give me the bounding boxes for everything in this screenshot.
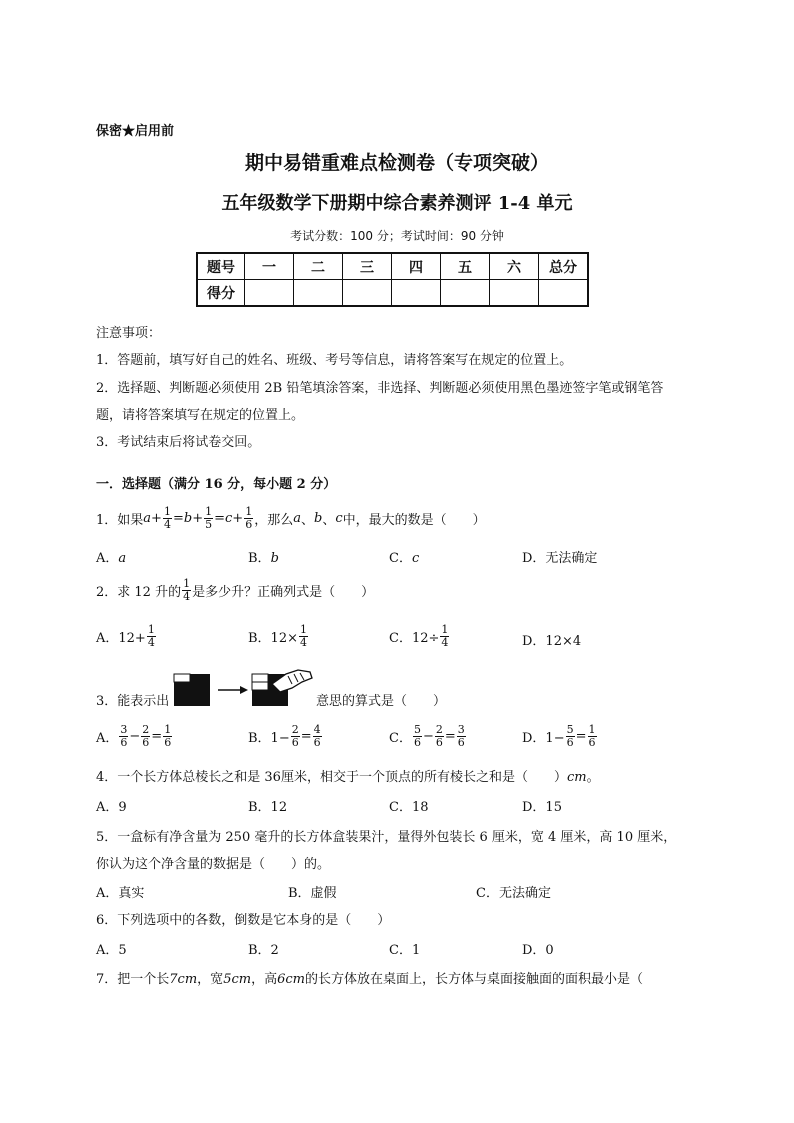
note-item: 2．选择题、判断题必须使用 2B 铅笔填涂答案，非选择、判断题必须使用黑色墨迹签字笔或钢笔答 — [96, 381, 664, 396]
page-title: 期中易错重难点检测卷（专项突破） — [244, 152, 549, 174]
table-cell: 一 — [245, 253, 294, 280]
question-5-line1: 5．一盒标有净含量为 250 毫升的长方体盒装果汁，量得外包装长 6 厘米，宽 4 厘米，高 10 厘米， — [96, 830, 677, 845]
score-table — [196, 252, 589, 307]
option-c[interactable]: C． $\frac{5}{6}$ − $\frac{2}{6}$ = $\frac{3}{6}$ — [389, 723, 465, 749]
table-cell: 得分 — [197, 280, 245, 307]
option-a[interactable]: A．12+ $\frac{1}{4}$ — [96, 623, 155, 649]
q1-text: ，那么 — [254, 513, 294, 528]
table-cell: 五 — [441, 253, 490, 280]
table-cell: 总分 — [539, 253, 589, 280]
var-b: b — [183, 511, 193, 526]
question-1 — [96, 506, 486, 531]
option-a[interactable]: A．9 — [96, 800, 127, 815]
separator: 、 — [300, 513, 314, 528]
option-c[interactable]: C．18 — [389, 800, 429, 815]
option-d[interactable]: D．15 — [522, 800, 562, 815]
fraction: $\frac{1}{4}$ — [183, 577, 191, 603]
q1-prefix: 1．如果 — [96, 513, 144, 528]
option-a[interactable]: A． $\frac{3}{6}$ − $\frac{2}{6}$ = $\frac{1}{6}$ — [96, 723, 172, 749]
var-a: a — [143, 511, 152, 526]
separator: 、 — [322, 513, 336, 528]
option-d[interactable]: D．12×4 — [522, 634, 582, 649]
plus-sign: + — [192, 511, 204, 526]
score-input-cell[interactable] — [392, 280, 441, 307]
option-b[interactable]: B．b — [248, 551, 279, 566]
equals-sign: = — [172, 511, 184, 526]
option-c[interactable]: C．1 — [389, 943, 421, 958]
arrow-icon — [218, 686, 248, 694]
option-c[interactable]: C．12÷ $\frac{1}{4}$ — [389, 623, 449, 649]
q2-text: 是多少升？正确列式是（ ） — [192, 585, 375, 600]
page-subtitle: 五年级数学下册期中综合素养测评 1-4 单元 — [221, 193, 573, 214]
note-item: 3．考试结束后将试卷交回。 — [96, 435, 261, 450]
equals-sign: = — [214, 511, 225, 526]
option-c[interactable]: C．c — [389, 551, 420, 566]
var-c: c — [335, 511, 343, 526]
option-d[interactable]: D．无法确定 — [522, 551, 598, 566]
fraction: $\frac{1}{4}$ — [163, 505, 171, 531]
score-input-cell[interactable] — [294, 280, 343, 307]
note-item: 1．答题前，填写好自己的姓名、班级、考号等信息，请将答案写在规定的位置上。 — [96, 353, 573, 368]
question-2 — [96, 578, 374, 603]
option-a[interactable]: A．5 — [96, 943, 127, 958]
plus-sign: + — [232, 511, 244, 526]
option-d[interactable]: D．1− $\frac{5}{6}$ = $\frac{1}{6}$ — [522, 723, 596, 749]
option-c[interactable]: C．无法确定 — [476, 886, 551, 901]
table-cell: 题号 — [197, 253, 245, 280]
question-7: 7．把一个长7cm，宽5cm，高6cm的长方体放在桌面上，长方体与桌面接触面的面积最小是（ — [96, 972, 643, 987]
q2-prefix: 2．求 12 升的 — [96, 585, 182, 600]
hand-cursor-icon — [268, 664, 316, 696]
score-table-score-row — [197, 280, 588, 307]
score-table-header-row — [197, 253, 588, 280]
rect-figure-before — [174, 674, 210, 706]
table-cell: 四 — [392, 253, 441, 280]
var-b: b — [313, 511, 323, 526]
question-6: 6．下列选项中的各数，倒数是它本身的是（ ） — [96, 913, 391, 928]
option-a[interactable]: A．a — [96, 551, 127, 566]
q3-prefix: 3．能表示出 — [96, 694, 170, 709]
question-4: 4．一个长方体总棱长之和是 36厘米，相交于一个顶点的所有棱长之和是（ ）cm。 — [96, 770, 600, 785]
fraction: $\frac{1}{5}$ — [205, 505, 213, 531]
score-input-cell[interactable] — [245, 280, 294, 307]
option-b[interactable]: B．2 — [248, 943, 279, 958]
fraction: $\frac{1}{6}$ — [245, 505, 253, 531]
option-b[interactable]: B．12× $\frac{1}{4}$ — [248, 623, 307, 649]
table-cell: 三 — [343, 253, 392, 280]
option-b[interactable]: B．虚假 — [288, 886, 337, 901]
table-cell: 二 — [294, 253, 343, 280]
confidential-mark: 保密★启用前 — [96, 124, 175, 139]
score-input-cell[interactable] — [441, 280, 490, 307]
note-item: 题，请将答案填写在规定的位置上。 — [96, 408, 305, 423]
notes-heading: 注意事项： — [96, 326, 162, 341]
score-input-cell[interactable] — [490, 280, 539, 307]
var-c: c — [225, 511, 233, 526]
plus-sign: + — [151, 511, 162, 526]
question-5-line2: 你认为这个净含量的数据是（ ）的。 — [96, 857, 331, 872]
table-cell: 六 — [490, 253, 539, 280]
q1-text-end: 中，最大的数是（ ） — [342, 513, 486, 528]
option-b[interactable]: B．12 — [248, 800, 288, 815]
var-a: a — [293, 511, 301, 526]
score-input-cell[interactable] — [539, 280, 589, 307]
option-b[interactable]: B．1− $\frac{2}{6}$ = $\frac{4}{6}$ — [248, 723, 321, 749]
option-d[interactable]: D．0 — [522, 943, 554, 958]
exam-info: 考试分数：100 分；考试时间：90 分钟 — [290, 229, 504, 243]
section-heading: 一．选择题（满分 16 分，每小题 2 分） — [96, 477, 337, 492]
option-a[interactable]: A．真实 — [96, 886, 145, 901]
q3-text: 意思的算式是（ ） — [316, 694, 447, 709]
score-input-cell[interactable] — [343, 280, 392, 307]
